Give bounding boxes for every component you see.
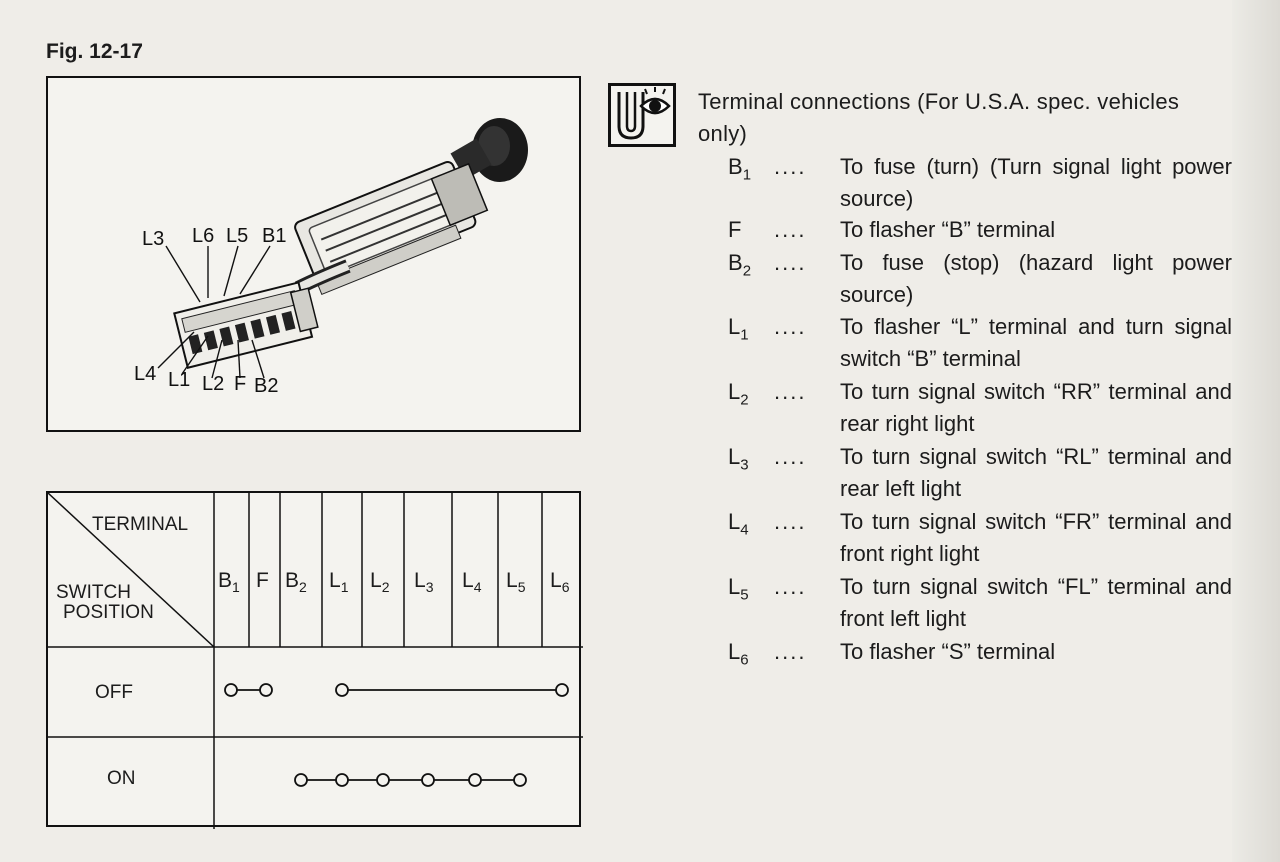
column-header-L3: $L_3$	[414, 569, 434, 596]
connection-dots: ....	[774, 639, 807, 664]
table-corner-terminal: TERMINAL	[92, 514, 189, 535]
off-row-connections	[225, 684, 568, 696]
column-header-L4: $L_4$	[462, 569, 482, 596]
connection-dots: ....	[774, 250, 807, 275]
label-B1: B1	[262, 225, 287, 247]
eye-in-hand-icon	[608, 83, 676, 147]
connection-term: $L_3$	[728, 444, 749, 474]
label-B2: B2	[254, 375, 279, 397]
terminal-node-L3	[422, 774, 434, 786]
table-corner-position: POSITION	[63, 602, 154, 623]
terminal-node-B1	[225, 684, 237, 696]
connection-term: $B_2$	[728, 250, 752, 280]
on-row-connections	[295, 774, 526, 786]
column-header-L6: $L_6$	[550, 569, 570, 596]
heading-line-2: only)	[698, 121, 748, 146]
connection-desc: To flasher “L” terminal and turn signal switch “B” terminal	[840, 314, 1232, 371]
label-L2: L2	[202, 373, 225, 395]
terminal-node-L1	[336, 684, 348, 696]
row-label-on: ON	[107, 768, 136, 789]
column-header-L5: $L_5$	[506, 569, 526, 596]
connection-term: $L_5$	[728, 574, 749, 604]
column-header-B2: $B_2$	[285, 569, 307, 596]
heading-line-1: Terminal connections (For U.S.A. spec. vehicles	[698, 89, 1180, 114]
connection-desc: To turn signal switch “RR” terminal and rear right light	[840, 379, 1232, 436]
connection-desc: To fuse (turn) (Turn signal light power source)	[840, 154, 1232, 211]
terminal-node-L4	[469, 774, 481, 786]
connection-term: $L_4$	[728, 509, 749, 539]
connection-dots: ....	[774, 217, 807, 242]
terminal-connections-heading	[698, 86, 1238, 150]
connection-dots: ....	[774, 574, 807, 599]
connector-illustration	[48, 78, 581, 432]
column-header-B1: $B_1$	[218, 569, 240, 596]
label-L4: L4	[134, 363, 157, 385]
connection-term: $L_2$	[728, 379, 749, 409]
connection-desc: To flasher “B” terminal	[840, 217, 1056, 242]
connector-photo	[46, 76, 581, 432]
connection-desc: To turn signal switch “RL” terminal and rear left light	[840, 444, 1232, 501]
connection-dots: ....	[774, 314, 807, 339]
connection-dots: ....	[774, 444, 807, 469]
label-L1: L1	[168, 369, 191, 391]
label-L5: L5	[226, 225, 249, 247]
connection-term: $L_6$	[728, 639, 749, 669]
column-header-L1: $L_1$	[329, 569, 349, 596]
connection-desc: To flasher “S” terminal	[840, 639, 1056, 664]
terminal-node-L1	[336, 774, 348, 786]
connection-term: $L_1$	[728, 314, 749, 344]
terminal-node-B2	[295, 774, 307, 786]
connection-desc: To turn signal switch “FL” terminal and front left light	[840, 574, 1232, 631]
connection-term: F	[728, 217, 742, 242]
connection-desc: To turn signal switch “FR” terminal and front right light	[840, 509, 1232, 566]
connection-dots: ....	[774, 154, 807, 179]
column-header-L2: $L_2$	[370, 569, 390, 596]
label-L6: L6	[192, 225, 215, 247]
connection-dots: ....	[774, 379, 807, 404]
terminal-node-F	[260, 684, 272, 696]
connection-dots: ....	[774, 509, 807, 534]
column-header-F: F	[256, 569, 269, 592]
terminal-node-L5	[514, 774, 526, 786]
row-label-off: OFF	[95, 682, 133, 703]
connection-term: $B_1$	[728, 154, 752, 184]
terminal-node-L2	[377, 774, 389, 786]
figure-label: Fig. 12-17	[46, 40, 143, 63]
terminal-node-L6	[556, 684, 568, 696]
label-L3: L3	[142, 228, 165, 250]
page-edge	[1232, 0, 1280, 862]
connection-desc: To fuse (stop) (hazard light power source)	[840, 250, 1232, 307]
table-corner-switch: SWITCH	[56, 582, 131, 603]
label-F: F	[234, 373, 247, 395]
